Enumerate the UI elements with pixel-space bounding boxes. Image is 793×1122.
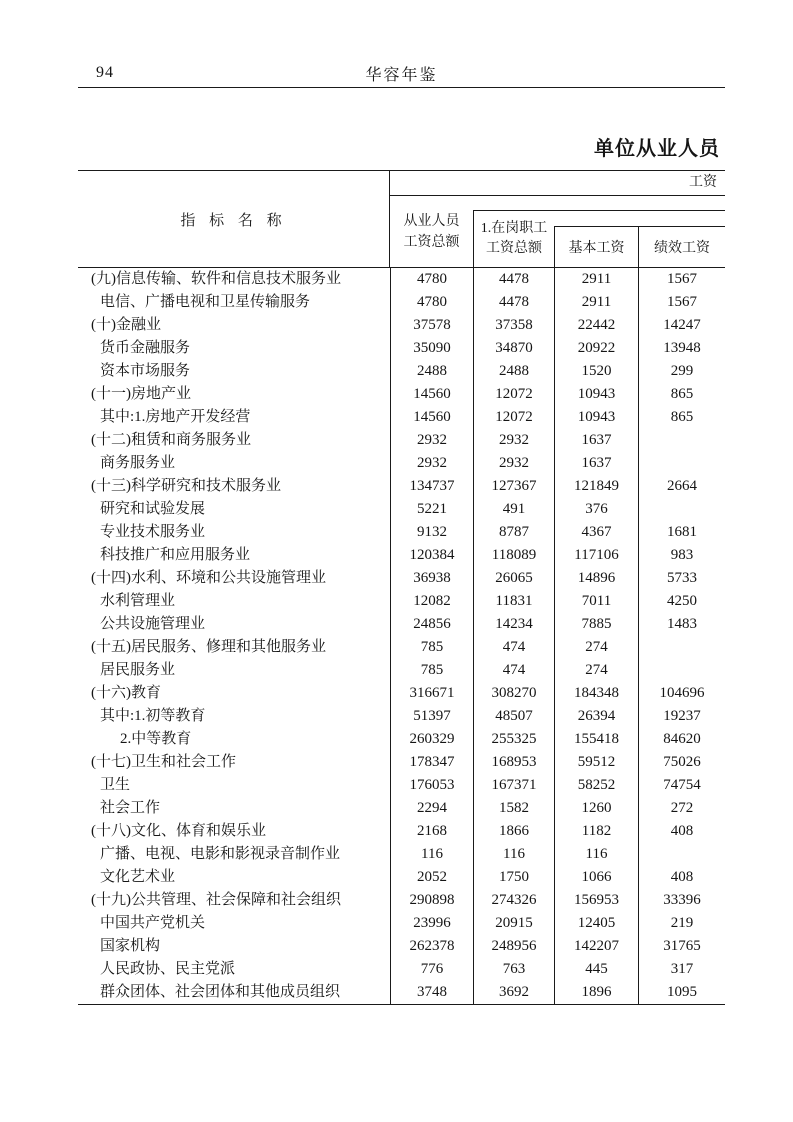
row-value: 116 <box>390 843 473 866</box>
row-value: 118089 <box>473 544 554 567</box>
table-row <box>78 889 725 912</box>
row-indicator-label: 社会工作 <box>100 800 161 816</box>
row-value: 4367 <box>554 521 638 544</box>
row-indicator-label: (十)金融业 <box>91 317 161 333</box>
header-rule <box>78 87 725 88</box>
row-value: 2911 <box>554 268 638 291</box>
row-value: 10943 <box>554 406 638 429</box>
row-value: 9132 <box>390 521 473 544</box>
table-row <box>78 636 725 659</box>
row-value: 290898 <box>390 889 473 912</box>
row-value: 8787 <box>473 521 554 544</box>
row-indicator-label: (十四)水利、环境和公共设施管理业 <box>91 570 326 586</box>
row-value: 1260 <box>554 797 638 820</box>
row-value: 5221 <box>390 498 473 521</box>
row-indicator-label: 研究和试验发展 <box>100 501 206 517</box>
table-row <box>78 429 725 452</box>
row-value: 1483 <box>638 613 725 636</box>
row-value: 2052 <box>390 866 473 889</box>
table-row <box>78 383 725 406</box>
header-cell-employee-wage-total <box>390 196 473 267</box>
row-value: 117106 <box>554 544 638 567</box>
row-value: 763 <box>473 958 554 981</box>
row-value: 168953 <box>473 751 554 774</box>
table-row <box>78 981 725 1004</box>
table-row <box>78 268 725 291</box>
row-value: 317 <box>638 958 725 981</box>
row-value: 3748 <box>390 981 473 1004</box>
table-row <box>78 682 725 705</box>
row-value: 785 <box>390 636 473 659</box>
row-value: 865 <box>638 383 725 406</box>
row-indicator-label: 群众团体、社会团体和其他成员组织 <box>100 984 341 1000</box>
row-value <box>638 659 725 682</box>
row-value: 1182 <box>554 820 638 843</box>
table-row <box>78 728 725 751</box>
row-value <box>638 452 725 475</box>
row-value: 2911 <box>554 291 638 314</box>
row-value: 474 <box>473 659 554 682</box>
row-value: 316671 <box>390 682 473 705</box>
row-value: 491 <box>473 498 554 521</box>
table-row <box>78 774 725 797</box>
row-value: 127367 <box>473 475 554 498</box>
row-value: 11831 <box>473 590 554 613</box>
row-indicator-label: 其中:1.初等教育 <box>100 708 206 724</box>
row-value: 445 <box>554 958 638 981</box>
row-value: 48507 <box>473 705 554 728</box>
row-indicator-label: (十五)居民服务、修理和其他服务业 <box>91 639 326 655</box>
row-indicator-label: 专业技术服务业 <box>100 524 206 540</box>
row-value: 785 <box>390 659 473 682</box>
row-value: 983 <box>638 544 725 567</box>
section-title: 单位从业人员 <box>594 138 720 160</box>
row-value: 12072 <box>473 383 554 406</box>
row-value: 12405 <box>554 912 638 935</box>
header-cell-employee-wage-total-line1: 从业人员 <box>403 213 460 229</box>
row-value: 14560 <box>390 383 473 406</box>
header-cell-basic-wage: 基本工资 <box>568 241 625 256</box>
row-indicator-label: 科技推广和应用服务业 <box>100 547 251 563</box>
row-value: 1520 <box>554 360 638 383</box>
page-number: 94 <box>96 64 114 81</box>
row-value: 2488 <box>473 360 554 383</box>
row-value: 167371 <box>473 774 554 797</box>
row-indicator-label: (十三)科学研究和技术服务业 <box>91 478 281 494</box>
row-value: 308270 <box>473 682 554 705</box>
wage-table <box>78 170 725 1005</box>
row-value: 1567 <box>638 268 725 291</box>
row-indicator-label: 文化艺术业 <box>100 869 176 885</box>
row-value: 184348 <box>554 682 638 705</box>
row-value: 4478 <box>473 291 554 314</box>
row-indicator-label: 商务服务业 <box>100 455 176 471</box>
row-value: 24856 <box>390 613 473 636</box>
row-value <box>638 429 725 452</box>
row-value: 12082 <box>390 590 473 613</box>
table-row <box>78 912 725 935</box>
row-indicator-label: 居民服务业 <box>100 662 176 678</box>
row-value: 22442 <box>554 314 638 337</box>
table-row <box>78 360 725 383</box>
table-row <box>78 820 725 843</box>
row-value: 178347 <box>390 751 473 774</box>
row-value: 1681 <box>638 521 725 544</box>
table-row <box>78 705 725 728</box>
row-value: 2488 <box>390 360 473 383</box>
row-value: 12072 <box>473 406 554 429</box>
row-indicator-label: (十六)教育 <box>91 685 161 701</box>
table-row <box>78 544 725 567</box>
row-indicator-label: 国家机构 <box>100 938 161 954</box>
row-value: 1866 <box>473 820 554 843</box>
header-cell-onduty-wage-total-line1: 1.在岗职工 <box>480 221 548 236</box>
header-cell-indicator-name: 指 标 名 称 <box>78 171 390 267</box>
row-value: 35090 <box>390 337 473 360</box>
row-value: 155418 <box>554 728 638 751</box>
row-value: 14896 <box>554 567 638 590</box>
row-value: 13948 <box>638 337 725 360</box>
header-cell-employee-wage-total-line2: 工资总额 <box>403 234 460 250</box>
row-value: 142207 <box>554 935 638 958</box>
row-value: 176053 <box>390 774 473 797</box>
header-cell-onduty-wage-total <box>474 211 554 267</box>
row-value: 37358 <box>473 314 554 337</box>
row-value: 1582 <box>473 797 554 820</box>
row-value: 260329 <box>390 728 473 751</box>
row-value: 75026 <box>638 751 725 774</box>
row-value: 34870 <box>473 337 554 360</box>
row-value: 408 <box>638 866 725 889</box>
row-value: 36938 <box>390 567 473 590</box>
row-indicator-label: 资本市场服务 <box>100 363 191 379</box>
row-value: 51397 <box>390 705 473 728</box>
row-value: 4250 <box>638 590 725 613</box>
row-value: 272 <box>638 797 725 820</box>
row-value: 1066 <box>554 866 638 889</box>
row-value: 20915 <box>473 912 554 935</box>
row-indicator-label: (十八)文化、体育和娱乐业 <box>91 823 266 839</box>
row-indicator-label: 水利管理业 <box>100 593 176 609</box>
row-indicator-label: 货币金融服务 <box>100 340 191 356</box>
row-value: 104696 <box>638 682 725 705</box>
row-value <box>638 843 725 866</box>
row-value: 116 <box>554 843 638 866</box>
row-value: 116 <box>473 843 554 866</box>
row-value: 31765 <box>638 935 725 958</box>
row-value: 4780 <box>390 268 473 291</box>
row-value <box>638 636 725 659</box>
table-row <box>78 613 725 636</box>
row-value: 262378 <box>390 935 473 958</box>
running-head-book-title: 华容年鉴 <box>365 67 438 84</box>
table-row <box>78 590 725 613</box>
row-indicator-label: 广播、电视、电影和影视录音制作业 <box>100 846 341 862</box>
row-indicator-label: (十七)卫生和社会工作 <box>91 754 236 770</box>
table-row <box>78 751 725 774</box>
row-indicator-label: 卫生 <box>100 777 131 793</box>
row-value: 3692 <box>473 981 554 1004</box>
row-value: 1750 <box>473 866 554 889</box>
header-cell-wage-group: 工资 <box>390 171 725 196</box>
row-value: 274 <box>554 636 638 659</box>
row-value: 4478 <box>473 268 554 291</box>
row-value: 274 <box>554 659 638 682</box>
row-value: 26394 <box>554 705 638 728</box>
row-value: 2168 <box>390 820 473 843</box>
row-value: 219 <box>638 912 725 935</box>
row-value: 26065 <box>473 567 554 590</box>
row-value: 865 <box>638 406 725 429</box>
header-cell-performance-wage: 绩效工资 <box>654 241 710 256</box>
table-row <box>78 406 725 429</box>
row-value <box>638 498 725 521</box>
row-value: 14234 <box>473 613 554 636</box>
row-value: 14560 <box>390 406 473 429</box>
row-value: 2932 <box>473 452 554 475</box>
header-cell-onduty-wage-total-line2: 工资总额 <box>486 241 542 256</box>
row-value: 1637 <box>554 429 638 452</box>
row-value: 474 <box>473 636 554 659</box>
row-value: 10943 <box>554 383 638 406</box>
table-row <box>78 452 725 475</box>
table-row <box>78 498 725 521</box>
row-value: 19237 <box>638 705 725 728</box>
row-value: 248956 <box>473 935 554 958</box>
table-row <box>78 866 725 889</box>
row-value: 1567 <box>638 291 725 314</box>
row-value: 74754 <box>638 774 725 797</box>
table-row <box>78 843 725 866</box>
row-value: 408 <box>638 820 725 843</box>
row-indicator-label: (十九)公共管理、社会保障和社会组织 <box>91 892 341 908</box>
row-indicator-label: 电信、广播电视和卫星传输服务 <box>100 294 311 310</box>
row-value: 1637 <box>554 452 638 475</box>
row-indicator-label: 其中:1.房地产开发经营 <box>100 409 251 425</box>
row-value: 776 <box>390 958 473 981</box>
row-value: 2932 <box>390 452 473 475</box>
table-row <box>78 521 725 544</box>
row-value: 134737 <box>390 475 473 498</box>
table-row <box>78 659 725 682</box>
row-value: 14247 <box>638 314 725 337</box>
table-row <box>78 935 725 958</box>
row-value: 2664 <box>638 475 725 498</box>
row-value: 156953 <box>554 889 638 912</box>
row-indicator-label: 2.中等教育 <box>120 731 192 747</box>
row-value: 1095 <box>638 981 725 1004</box>
row-value: 376 <box>554 498 638 521</box>
row-indicator-label: 人民政协、民主党派 <box>100 961 236 977</box>
row-value: 84620 <box>638 728 725 751</box>
row-indicator-label: 公共设施管理业 <box>100 616 206 632</box>
row-value: 1896 <box>554 981 638 1004</box>
row-value: 5733 <box>638 567 725 590</box>
row-value: 299 <box>638 360 725 383</box>
row-value: 120384 <box>390 544 473 567</box>
table-row <box>78 567 725 590</box>
row-value: 255325 <box>473 728 554 751</box>
table-body <box>78 268 725 1005</box>
row-value: 33396 <box>638 889 725 912</box>
table-row <box>78 475 725 498</box>
table-row <box>78 291 725 314</box>
table-row <box>78 314 725 337</box>
row-value: 2294 <box>390 797 473 820</box>
row-value: 4780 <box>390 291 473 314</box>
row-value: 7011 <box>554 590 638 613</box>
row-value: 121849 <box>554 475 638 498</box>
row-indicator-label: (十一)房地产业 <box>91 386 191 402</box>
row-indicator-label: (十二)租赁和商务服务业 <box>91 432 251 448</box>
row-value: 2932 <box>390 429 473 452</box>
row-value: 20922 <box>554 337 638 360</box>
table-row <box>78 958 725 981</box>
table-row <box>78 797 725 820</box>
row-indicator-label: 中国共产党机关 <box>100 915 206 931</box>
row-value: 274326 <box>473 889 554 912</box>
table-header <box>78 171 725 268</box>
row-value: 58252 <box>554 774 638 797</box>
row-value: 59512 <box>554 751 638 774</box>
row-indicator-label: (九)信息传输、软件和信息技术服务业 <box>91 271 341 287</box>
row-value: 23996 <box>390 912 473 935</box>
row-value: 37578 <box>390 314 473 337</box>
table-row <box>78 337 725 360</box>
row-value: 7885 <box>554 613 638 636</box>
row-value: 2932 <box>473 429 554 452</box>
